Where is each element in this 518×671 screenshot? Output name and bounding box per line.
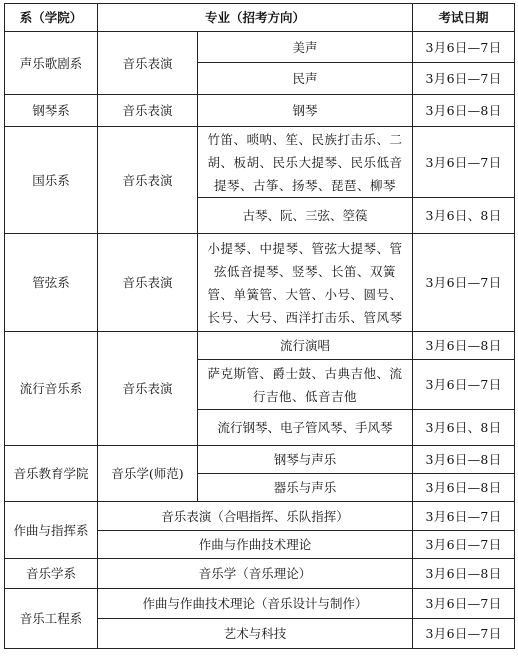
table-row <box>5 95 515 127</box>
table-row <box>5 332 515 360</box>
date-cell: 3月6日—7日 <box>413 32 515 63</box>
major-cell: 音乐表演 <box>98 95 198 127</box>
department-cell: 钢琴系 <box>5 95 98 127</box>
table-row <box>5 32 515 63</box>
date-cell: 3月6日—8日 <box>413 559 515 589</box>
table-row <box>5 502 515 531</box>
major-cell: 音乐学（音乐理论） <box>98 559 413 589</box>
date-cell: 3月6日、8日 <box>413 410 515 446</box>
department-cell: 音乐教育学院 <box>5 446 98 502</box>
date-cell: 3月6日—7日 <box>413 589 515 619</box>
major-cell: 艺术与科技 <box>98 619 413 649</box>
major-cell: 音乐表演（合唱指挥、乐队指挥） <box>98 502 413 531</box>
department-cell: 音乐工程系 <box>5 589 98 649</box>
date-cell: 3月6日—7日 <box>413 127 515 198</box>
department-cell: 国乐系 <box>5 127 98 234</box>
exam-schedule-table <box>4 3 515 649</box>
header-exam-date: 考试日期 <box>413 4 515 32</box>
date-cell: 3月6日—7日 <box>413 234 515 332</box>
header-department: 系（学院） <box>5 4 98 32</box>
table-row <box>5 127 515 198</box>
major-cell: 作曲与作曲技术理论（音乐设计与制作） <box>98 589 413 619</box>
direction-cell: 美声 <box>198 32 413 63</box>
direction-cell: 流行钢琴、电子管风琴、手风琴 <box>198 410 413 446</box>
major-cell: 音乐学(师范) <box>98 446 198 502</box>
direction-cell: 流行演唱 <box>198 332 413 360</box>
department-cell: 音乐学系 <box>5 559 98 589</box>
direction-cell: 萨克斯管、爵士鼓、古典吉他、流行吉他、低音吉他 <box>198 360 413 410</box>
header-major: 专业（招考方向） <box>98 4 413 32</box>
date-cell: 3月6日—7日 <box>413 63 515 95</box>
major-cell: 音乐表演 <box>98 127 198 234</box>
direction-cell: 竹笛、唢呐、笙、民族打击乐、二胡、板胡、民乐大提琴、民乐低音提琴、古筝、扬琴、琵琶、柳琴 <box>198 127 413 198</box>
table-row <box>5 589 515 619</box>
date-cell: 3月6日—8日 <box>413 446 515 474</box>
direction-cell: 钢琴 <box>198 95 413 127</box>
major-cell: 音乐表演 <box>98 332 198 446</box>
major-cell: 作曲与作曲技术理论 <box>98 531 413 559</box>
department-cell: 管弦系 <box>5 234 98 332</box>
direction-cell: 钢琴与声乐 <box>198 446 413 474</box>
date-cell: 3月6日—8日 <box>413 474 515 502</box>
direction-cell: 小提琴、中提琴、管弦大提琴、管弦低音提琴、竖琴、长笛、双簧管、单簧管、大管、小号、圆号、长号、大号、西洋打击乐、管风琴 <box>198 234 413 332</box>
direction-cell: 古琴、阮、三弦、箜篌 <box>198 198 413 234</box>
date-cell: 3月6日—7日 <box>413 619 515 649</box>
date-cell: 3月6日—8日 <box>413 332 515 360</box>
table-row <box>5 559 515 589</box>
date-cell: 3月6日—7日 <box>413 502 515 531</box>
department-cell: 流行音乐系 <box>5 332 98 446</box>
table-header-row <box>5 4 515 32</box>
date-cell: 3月6日—8日 <box>413 95 515 127</box>
table-row <box>5 234 515 332</box>
major-cell: 音乐表演 <box>98 32 198 95</box>
date-cell: 3月6日—7日 <box>413 531 515 559</box>
major-cell: 音乐表演 <box>98 234 198 332</box>
direction-cell: 民声 <box>198 63 413 95</box>
department-cell: 作曲与指挥系 <box>5 502 98 559</box>
department-cell: 声乐歌剧系 <box>5 32 98 95</box>
table-row <box>5 446 515 474</box>
date-cell: 3月6日—7日 <box>413 360 515 410</box>
direction-cell: 器乐与声乐 <box>198 474 413 502</box>
date-cell: 3月6日、8日 <box>413 198 515 234</box>
